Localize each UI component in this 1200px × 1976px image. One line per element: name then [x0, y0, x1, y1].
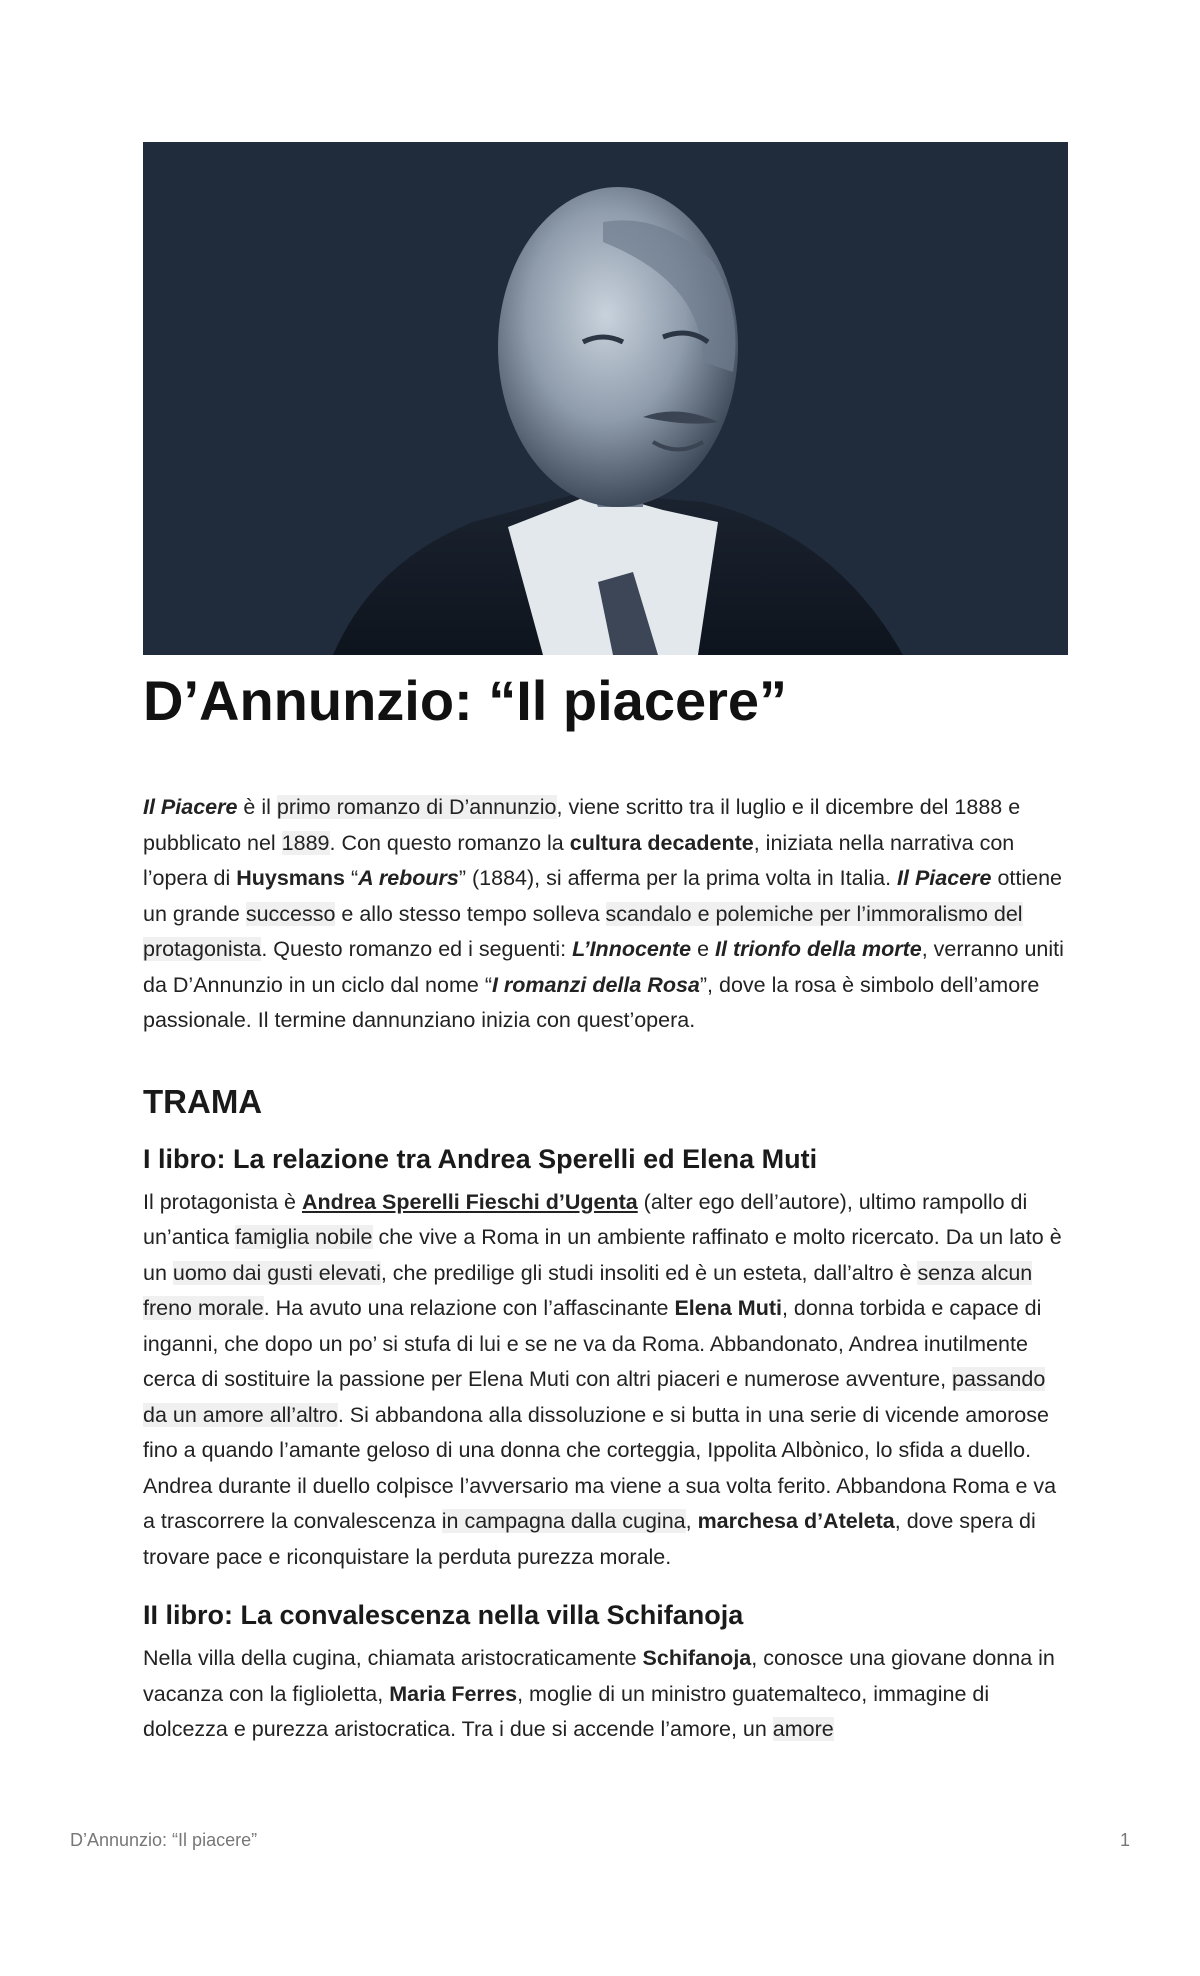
book2-heading: II libro: La convalescenza nella villa Schifanoja: [143, 1600, 744, 1630]
portrait-illustration: [143, 142, 1068, 655]
document-body: [143, 655, 1068, 1748]
book2-paragraph: Nella villa della cugina, chiamata aristocraticamente Schifanoja, conosce una giovane donna in vacanza con la figlioletta, Maria Ferres, moglie di un ministro guatemalteco, immagine di dolcezza e purezza aristocratica. Tra i due si accende l’amore, un amore: [143, 1646, 1055, 1741]
page-footer: [70, 1830, 1130, 1851]
book1-paragraph: Il protagonista è Andrea Sperelli Fieschi d’Ugenta (alter ego dell’autore), ultimo rampollo di un’antica famiglia nobile che vive a Roma in un ambiente raffinato e molto ricercato. Da un lato è un uomo dai gusti elevati, che predilige gli studi insoliti ed è un esteta, dall’altro è senza alcun freno morale. Ha avuto una relazione con l’affascinante Elena Muti, donna torbida e capace di inganni, che dopo un po’ si stufa di lui e se ne va da Roma. Abbandonato, Andrea inutilmente cerca di sostituire la passione per Elena Muti con altri piaceri e numerose avventure, passando da un amore all’altro. Si abbandona alla dissoluzione e si butta in una serie di vicende amorose fino a quando l’amante geloso di una donna che corteggia, Ippolita Albònico, lo sfida a duello. Andrea durante il duello colpisce l’avversario ma viene a sua volta ferito. Abbandona Roma e va a trascorrere la convalescenza in campagna dalla cugina, marchesa d’Ateleta, dove spera di trovare pace e riconquistare la perduta purezza morale.: [143, 1189, 1062, 1569]
footer-title: D’Annunzio: “Il piacere”: [70, 1830, 258, 1850]
intro-paragraph: Il Piacere è il primo romanzo di D’annunzio, viene scritto tra il luglio e il dicembre del 1888 e pubblicato nel 1889. Con questo romanzo la cultura decadente, iniziata nella narrativa con l’opera di Huysmans “A rebours” (1884), si afferma per la prima volta in Italia. Il Piacere ottiene un grande successo e allo stesso tempo solleva scandalo e polemiche per l’immoralismo del protagonista. Questo romanzo ed i seguenti: L’Innocente e Il trionfo della morte, verranno uniti da D’Annunzio in un ciclo dal nome “I romanzi della Rosa”, dove la rosa è simbolo dell’amore passionale. Il termine dannunziano inizia con quest’opera.: [143, 795, 1064, 1032]
trama-heading: TRAMA: [143, 1082, 263, 1120]
page-title: D’Annunzio: “Il piacere”: [143, 669, 788, 732]
portrait-photo: [143, 142, 1068, 655]
book1-heading: I libro: La relazione tra Andrea Sperelli ed Elena Muti: [143, 1143, 818, 1174]
page-number: 1: [1119, 1830, 1130, 1850]
